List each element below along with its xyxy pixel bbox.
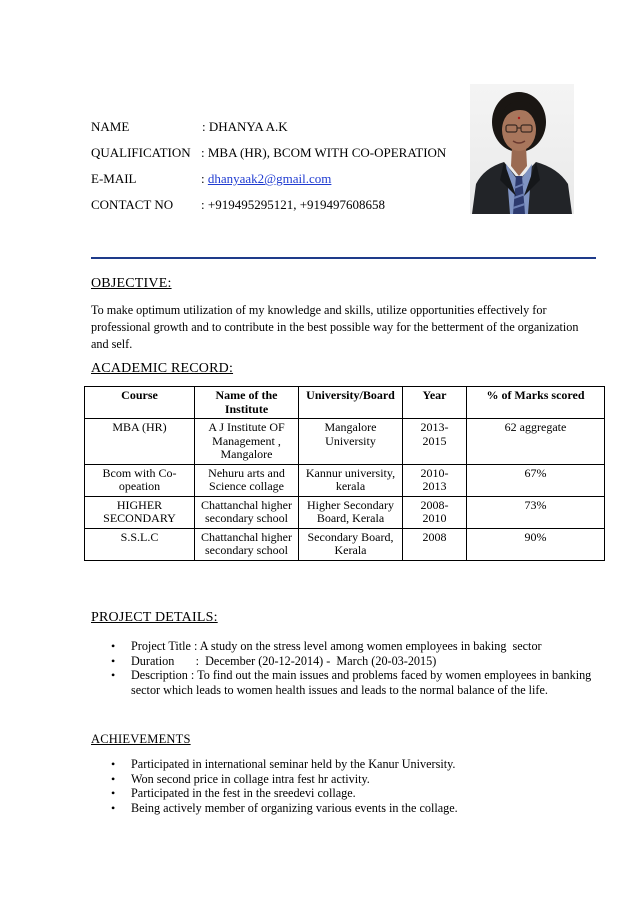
profile-photo-illustration: [470, 84, 574, 214]
list-item: • Being actively member of organizing various events in the collage.: [131, 801, 611, 816]
list-item: • Duration : December (20-12-2014) - March (20-03-2015): [131, 654, 611, 669]
table-row: [85, 464, 605, 496]
profile-photo: [470, 84, 574, 214]
table-cell: 73%: [467, 496, 605, 528]
table-cell: 2010-2013: [403, 464, 467, 496]
list-item: • Description : To find out the main issues and problems faced by women employees in banking sector which leads to women health issues and leads to the normal balance of the life.: [131, 668, 611, 697]
col-university: University/Board: [299, 387, 403, 419]
table-cell: 2008: [403, 528, 467, 560]
table-row: [85, 496, 605, 528]
contact-label: CONTACT NO: [91, 197, 174, 212]
achievements-heading: ACHIEVEMENTS: [91, 732, 191, 746]
table-cell: 67%: [467, 464, 605, 496]
objective-text: To make optimum utilization of my knowledge and skills, utilize opportunities effectively for professional growth and to contribute in the best possible way for the betterment of the organization and self.: [91, 303, 579, 351]
table-cell: Chattanchal higher secondary school: [195, 496, 299, 528]
table-cell: S.S.L.C: [85, 528, 195, 560]
email-value-wrap: [201, 171, 331, 187]
qualification-value: : MBA (HR), BCOM WITH CO-OPERATION: [201, 145, 447, 160]
table-cell: Secondary Board, Kerala: [299, 528, 403, 560]
header-divider: [91, 257, 596, 259]
col-marks: % of Marks scored: [467, 387, 605, 419]
contact-value: : +919495295121, +919497608658: [201, 197, 386, 212]
academic-header-row: [85, 387, 605, 419]
col-course: Course: [85, 387, 195, 419]
email-label: E-MAIL: [91, 171, 137, 186]
project-list: [91, 639, 611, 697]
table-row: [85, 528, 605, 560]
table-row: [85, 419, 605, 465]
academic-table: [84, 386, 605, 561]
col-year: Year: [403, 387, 467, 419]
objective-heading: OBJECTIVE:: [91, 276, 172, 291]
table-cell: 90%: [467, 528, 605, 560]
email-link[interactable]: dhanyaak2@gmail.com: [207, 171, 332, 186]
table-cell: Bcom with Co-opeation: [85, 464, 195, 496]
qualification-label: QUALIFICATION: [91, 145, 191, 160]
list-item: • Participated in the fest in the sreedevi collage.: [131, 786, 611, 801]
table-cell: Kannur university, kerala: [299, 464, 403, 496]
list-item: • Won second price in collage intra fest hr activity.: [131, 772, 611, 787]
table-cell: 2008-2010: [403, 496, 467, 528]
table-cell: Mangalore University: [299, 419, 403, 465]
list-item: • Participated in international seminar held by the Kanur University.: [131, 757, 611, 772]
name-value: : DHANYA A.K: [202, 119, 288, 134]
achievements-list: [91, 757, 611, 815]
name-label: NAME: [91, 119, 130, 134]
academic-heading: ACADEMIC RECORD:: [91, 361, 234, 376]
table-cell: MBA (HR): [85, 419, 195, 465]
table-cell: 62 aggregate: [467, 419, 605, 465]
project-heading: PROJECT DETAILS:: [91, 610, 218, 625]
table-cell: Higher Secondary Board, Kerala: [299, 496, 403, 528]
email-prefix: :: [201, 171, 208, 186]
table-cell: HIGHER SECONDARY: [85, 496, 195, 528]
list-item: • Project Title : A study on the stress level among women employees in baking sector: [131, 639, 611, 654]
col-institute: Name of the Institute: [195, 387, 299, 419]
table-cell: A J Institute OF Management , Mangalore: [195, 419, 299, 465]
table-cell: Nehuru arts and Science collage: [195, 464, 299, 496]
table-cell: Chattanchal higher secondary school: [195, 528, 299, 560]
table-cell: 2013-2015: [403, 419, 467, 465]
